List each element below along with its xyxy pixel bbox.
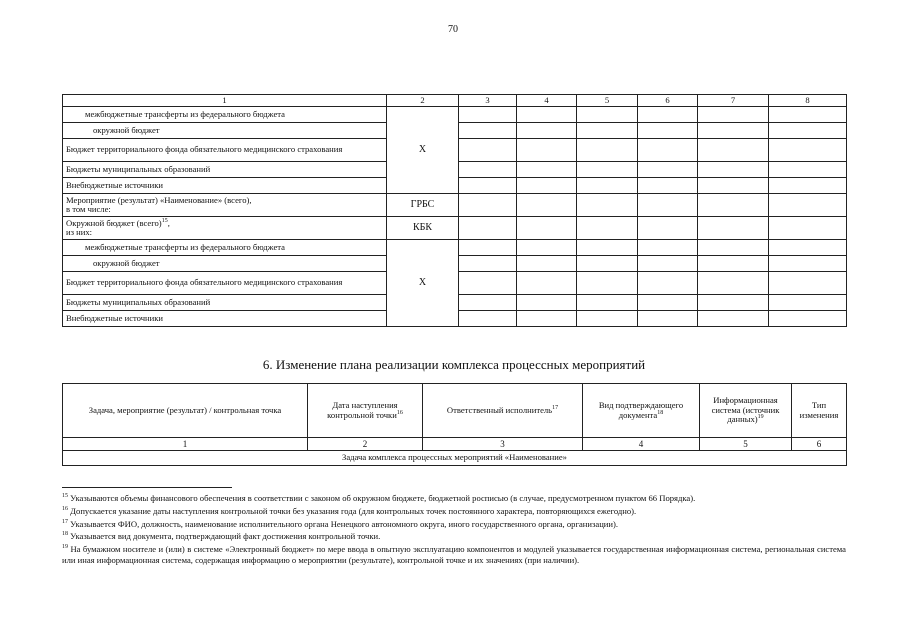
row-label: межбюджетные трансферты из федерального бюджета bbox=[63, 107, 387, 123]
col-number: 4 bbox=[583, 438, 700, 451]
col-number: 1 bbox=[63, 438, 308, 451]
row-code: КБК bbox=[387, 217, 459, 240]
column-number-row bbox=[63, 438, 847, 451]
column-header bbox=[63, 384, 308, 438]
row-code: Х bbox=[387, 240, 459, 327]
footnotes bbox=[62, 493, 846, 568]
row-label: Бюджет территориального фонда обязательного медицинского страхования bbox=[63, 272, 387, 295]
footnote-text: Допускается указание даты наступления контрольной точки без указания года (для контрольных точек постоянного характера, повторяющихся ежегодно). bbox=[70, 505, 637, 516]
row-label bbox=[63, 194, 387, 217]
row-label bbox=[63, 217, 387, 240]
footnote bbox=[62, 519, 846, 530]
row-code: ГРБС bbox=[387, 194, 459, 217]
footnote-ref: 18 bbox=[657, 409, 664, 416]
row-label-line: Окружной бюджет (всего) bbox=[66, 217, 162, 228]
column-header-text: Ответственный исполнитель bbox=[446, 404, 553, 415]
column-header-text: Информационная система (источник данных) bbox=[711, 394, 780, 425]
task-row: Задача комплекса процессных мероприятий «Наименование» bbox=[63, 451, 847, 466]
column-header-text: Вид подтверждающего документа bbox=[598, 399, 684, 420]
row-label: окружной бюджет bbox=[63, 256, 387, 272]
col-number: 5 bbox=[577, 95, 638, 107]
row-label-line: Мероприятие (результат) «Наименование» (всего), bbox=[66, 194, 252, 205]
footnote bbox=[62, 493, 846, 504]
footnote-number: 17 bbox=[62, 518, 68, 525]
row-label: Внебюджетные источники bbox=[63, 311, 387, 327]
table-row bbox=[63, 107, 847, 123]
col-number: 2 bbox=[387, 95, 459, 107]
table-row bbox=[63, 451, 847, 466]
footnote-number: 19 bbox=[62, 544, 68, 551]
footnote bbox=[62, 531, 846, 542]
row-label-line: из них: bbox=[66, 227, 93, 237]
col-number: 3 bbox=[423, 438, 583, 451]
footnote-number: 18 bbox=[62, 531, 68, 538]
col-number: 6 bbox=[638, 95, 698, 107]
footnote-number: 15 bbox=[62, 493, 68, 500]
row-label: Бюджеты муниципальных образований bbox=[63, 295, 387, 311]
column-header bbox=[308, 384, 423, 438]
column-header bbox=[423, 384, 583, 438]
col-number: 1 bbox=[63, 95, 387, 107]
table-row bbox=[63, 217, 847, 240]
table-header-row bbox=[63, 384, 847, 438]
column-header bbox=[792, 384, 847, 438]
col-number: 7 bbox=[698, 95, 769, 107]
row-label: Бюджет территориального фонда обязательного медицинского страхования bbox=[63, 139, 387, 162]
footnote-ref: 17 bbox=[552, 404, 559, 411]
row-label: Внебюджетные источники bbox=[63, 178, 387, 194]
row-label: окружной бюджет bbox=[63, 123, 387, 139]
footnote-text: На бумажном носителе и (или) в системе «Электронный бюджет» по мере ввода в опытную эксплуатацию компонентов и модулей указывается государственная информационная система, региональная система или иная информационная система, содержащая информацию о мероприятии (результате), контрольной точке и их значениях (при наличии). bbox=[62, 544, 846, 566]
row-code: Х bbox=[387, 107, 459, 194]
footnote-ref: 19 bbox=[757, 414, 764, 421]
col-number: 5 bbox=[700, 438, 792, 451]
col-number: 4 bbox=[517, 95, 577, 107]
financing-table bbox=[62, 94, 847, 327]
footnote-ref: 15 bbox=[161, 218, 168, 225]
table-row bbox=[63, 194, 847, 217]
footnote-text: Указывается вид документа, подтверждающий факт достижения контрольной точки. bbox=[70, 531, 381, 542]
col-number: 6 bbox=[792, 438, 847, 451]
footnote-separator bbox=[62, 487, 232, 488]
column-header-text: Тип изменения bbox=[799, 399, 839, 420]
page-number: 70 bbox=[448, 24, 458, 35]
col-number: 2 bbox=[308, 438, 423, 451]
footnote-ref: 16 bbox=[396, 409, 403, 416]
table-header-row bbox=[63, 95, 847, 107]
column-header-text: Задача, мероприятие (результат) / контрольная точка bbox=[88, 404, 282, 415]
row-label: межбюджетные трансферты из федерального бюджета bbox=[63, 240, 387, 256]
column-header bbox=[583, 384, 700, 438]
col-number: 8 bbox=[769, 95, 847, 107]
row-label-line: в том числе: bbox=[66, 204, 111, 214]
table-row bbox=[63, 240, 847, 256]
footnote-number: 16 bbox=[62, 505, 68, 512]
section-title: 6. Изменение плана реализации комплекса процессных мероприятий bbox=[262, 357, 646, 372]
col-number: 3 bbox=[459, 95, 517, 107]
row-label: Бюджеты муниципальных образований bbox=[63, 162, 387, 178]
row-label-suffix: , bbox=[167, 217, 170, 228]
column-header-text: Дата наступления контрольной точки bbox=[327, 399, 398, 420]
plan-changes-table bbox=[62, 383, 847, 466]
footnote-text: Указывается ФИО, должность, наименование исполнительного органа Ненецкого автономного округа, иного государственного органа, организации). bbox=[70, 518, 619, 529]
footnote-text: Указываются объемы финансового обеспечения в соответствии с законом об окружном бюджете, бюджетной росписью (в случае, предусмотренном пунктом 66 Порядка). bbox=[70, 493, 696, 503]
footnote bbox=[62, 544, 846, 566]
footnote bbox=[62, 506, 846, 517]
column-header bbox=[700, 384, 792, 438]
